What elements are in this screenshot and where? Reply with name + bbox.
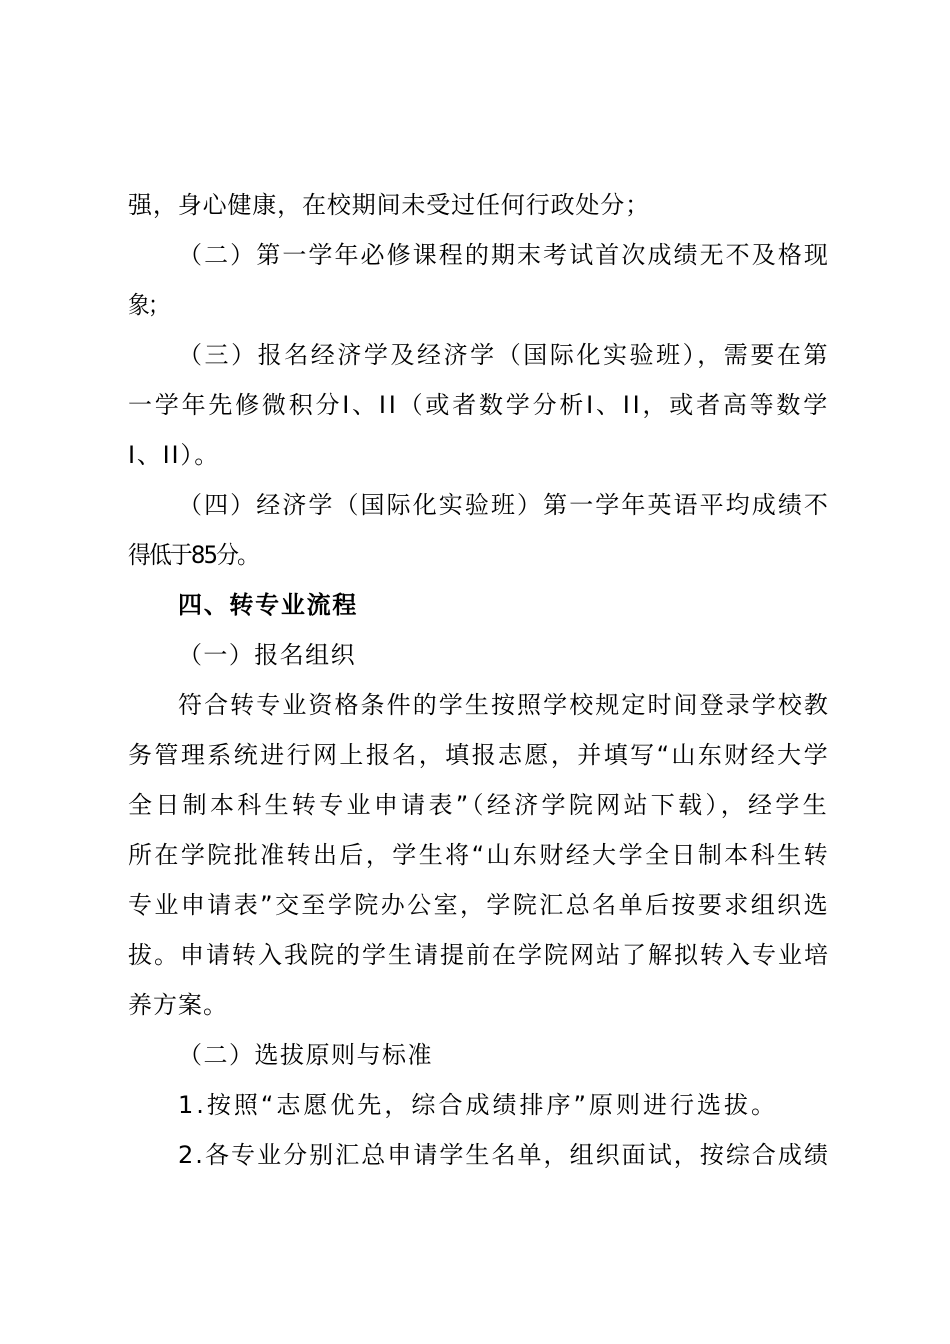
subsection-heading: （一）报名组织 [178, 641, 356, 669]
paragraph-line: （三）报名经济学及经济学（国际化实验班），需要在第 [178, 341, 830, 369]
paragraph-line: 务管理系统进行网上报名，填报志愿，并填写“山东财经大学 [128, 741, 830, 769]
paragraph-line: （四）经济学（国际化实验班）第一学年英语平均成绩不 [178, 491, 830, 519]
paragraph-line: 象； [128, 291, 168, 319]
list-item: 1.按照“志愿优先，综合成绩排序”原则进行选拔。 [178, 1091, 778, 1119]
section-heading: 四、转专业流程 [178, 591, 358, 619]
paragraph-line: 得低于85分。 [128, 541, 258, 569]
paragraph-line: 所在学院批准转出后，学生将“山东财经大学全日制本科生转 [128, 841, 830, 869]
paragraph-line: 专业申请表”交至学院办公室，学院汇总名单后按要求组织选 [128, 891, 830, 919]
paragraph-line: 符合转专业资格条件的学生按照学校规定时间登录学校教 [178, 691, 830, 719]
paragraph-line: 养方案。 [128, 991, 228, 1019]
paragraph-line: （二）第一学年必修课程的期末考试首次成绩无不及格现 [178, 241, 830, 269]
paragraph-line: I、II）。 [128, 441, 220, 469]
list-item: 2.各专业分别汇总申请学生名单，组织面试，按综合成绩 [178, 1141, 830, 1169]
subsection-heading: （二）选拔原则与标准 [178, 1041, 433, 1069]
paragraph-line: 强，身心健康，在校期间未受过任何行政处分； [128, 191, 650, 219]
paragraph-line: 拔。申请转入我院的学生请提前在学院网站了解拟转入专业培 [128, 941, 830, 969]
paragraph-line: 一学年先修微积分I、II（或者数学分析I、II，或者高等数学 [128, 391, 830, 419]
paragraph-line: 全日制本科生转专业申请表”（经济学院网站下载），经学生 [128, 791, 830, 819]
